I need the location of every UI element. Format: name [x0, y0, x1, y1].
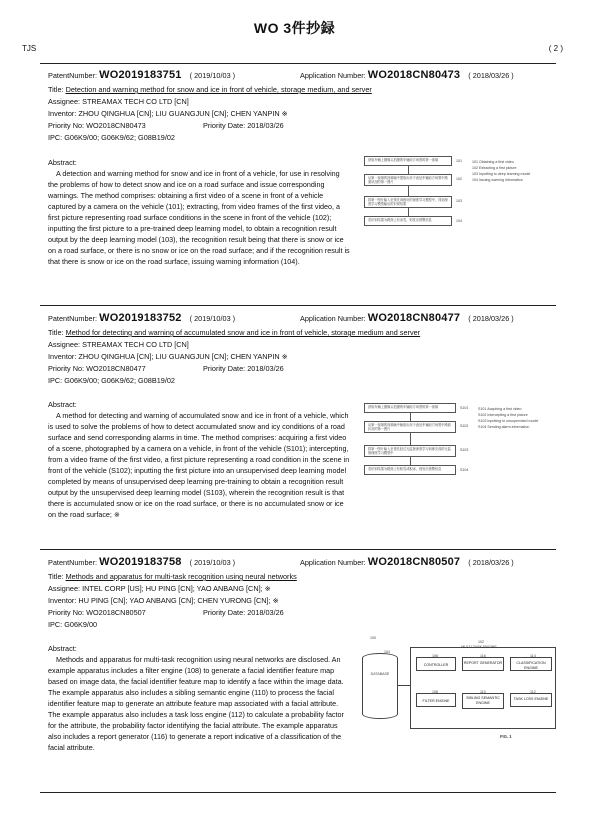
figure-note: 102 Extracting a first picture — [472, 166, 517, 170]
figure-note: S102 Intercepting a first picture — [478, 413, 528, 417]
title-label: Title: — [48, 572, 64, 581]
patent-date: ( 2019/10/03 ) — [189, 558, 236, 567]
priority-number: Priority No: WO2018CN80507 — [48, 608, 146, 617]
title-label: Title: — [48, 328, 64, 337]
divider — [40, 305, 556, 306]
assignee: Assignee: STREAMAX TECH CO LTD [CN] — [48, 97, 189, 106]
step-number: S101 — [460, 406, 469, 410]
patent-number-label: PatentNumber: — [48, 314, 98, 323]
flow-step: 获取车辆上摄像头拍摄的车辆前方场景的第一视频 — [364, 403, 456, 413]
step-number: S104 — [460, 468, 469, 472]
figure-note: S104 Sending alarm information — [478, 425, 530, 429]
patent-title: Detection and warning method for snow and ice in front of vehicle, storage medium, and server — [65, 85, 372, 94]
patent-title: Methods and apparatus for multi-task recognition using neural networks — [65, 572, 297, 581]
application-date: ( 2018/03/26 ) — [468, 71, 514, 80]
patent-entry — [48, 70, 558, 267]
patent-entry — [48, 557, 558, 753]
flow-step: 将第一图片输入至预先训练好的深度学习模型中，得到深度学习模型输出的识别结果 — [364, 196, 452, 208]
priority-number: Priority No: WO2018CN80477 — [48, 364, 146, 373]
system-number: 100 — [370, 636, 376, 640]
figure-note: 104 Issuing warning information — [472, 178, 523, 182]
patent-number: WO2019183751 — [99, 69, 182, 81]
abstract-text: Methods and apparatus for multi-task recognition using neural networks are disclosed. An example apparatus includes a filter engine (108) to generate a facial identifier feature map based on image data, the facial identifier feature map to identify a face within the image data. The example apparatus also includes a sibling semantic engine (110) to process the facial identifier feature map to generate an attribute feature map associated with a facial attribute. The example apparatus also includes a task loss engine (112) to calculate a probability factor for the attribute, the probability factor identifying the facial attribute. The example apparatus also includes a report generator (116) to generate a report indicative of a classification of the facial attribute. — [48, 655, 344, 752]
task-loss-engine-box: TASK LOSS ENGINE — [510, 693, 552, 707]
flow-arrow — [410, 457, 411, 465]
figure-note: S101 Acquiring a first video — [478, 407, 522, 411]
flow-arrow — [410, 433, 411, 445]
application-date: ( 2018/03/26 ) — [468, 558, 514, 567]
priority-number: Priority No: WO2018CN80473 — [48, 121, 146, 130]
flowchart-figure — [364, 154, 560, 264]
box-number: 114 — [530, 654, 536, 658]
step-number: S103 — [460, 448, 469, 452]
divider — [40, 63, 556, 64]
flow-step: 从第一视频的视频帧中提取出用于表征车辆前方场景中路面状况的第一图片 — [364, 174, 452, 186]
abstract-label: Abstract: — [48, 158, 77, 167]
application-label: Application Number: — [300, 558, 366, 567]
step-number: 104 — [456, 219, 462, 223]
patent-entry — [48, 313, 558, 520]
abstract-label: Abstract: — [48, 400, 77, 409]
connector-line — [398, 685, 410, 686]
flow-step: 若识别结果为路面上有积雪或积冰，则发出预警信息 — [364, 465, 456, 475]
patent-number-label: PatentNumber: — [48, 71, 98, 80]
flow-step: 获取车辆上摄像头拍摄的车辆前方场景的第一视频 — [364, 156, 452, 166]
step-number: 101 — [456, 159, 462, 163]
flow-arrow — [408, 208, 409, 216]
step-number: 103 — [456, 199, 462, 203]
flow-step: 若识别结果为路面上有冰雪，则发出预警信息 — [364, 216, 452, 226]
inventor: Inventor: ZHOU QINGHUA [CN]; LIU GUANGJUN [CN]; CHEN YANPIN ※ — [48, 109, 288, 118]
priority-date: Priority Date: 2018/03/26 — [203, 121, 284, 130]
assignee: Assignee: INTEL CORP [US]; HU PING [CN]; YAO ANBANG [CN]; ※ — [48, 584, 271, 593]
database-cylinder — [362, 653, 398, 719]
step-number: 102 — [456, 177, 462, 181]
database-number: 104 — [384, 650, 390, 654]
application-number: WO2018CN80477 — [367, 312, 461, 324]
priority-date: Priority Date: 2018/03/26 — [203, 608, 284, 617]
flowchart-figure — [364, 401, 560, 511]
step-number: S102 — [460, 424, 469, 428]
box-number: 116 — [480, 654, 486, 658]
patent-date: ( 2019/10/03 ) — [189, 314, 236, 323]
inventor: Inventor: ZHOU QINGHUA [CN]; LIU GUANGJUN [CN]; CHEN YANPIN ※ — [48, 352, 288, 361]
patent-number-label: PatentNumber: — [48, 558, 98, 567]
sibling-semantic-engine-box: SIBLING SEMANTIC ENGINE — [462, 693, 504, 709]
block-diagram-figure — [360, 631, 560, 741]
application-label: Application Number: — [300, 314, 366, 323]
box-number: 112 — [530, 690, 536, 694]
application-label: Application Number: — [300, 71, 366, 80]
application-number: WO2018CN80507 — [367, 556, 461, 568]
patent-title: Method for detecting and warning of accumulated snow and ice in front of vehicle, storage medium and server — [65, 328, 421, 337]
ipc: IPC: G06K9/00; G06K9/62; G08B19/02 — [48, 133, 175, 142]
box-number: 106 — [432, 654, 438, 658]
flow-arrow — [408, 186, 409, 196]
flow-arrow — [410, 413, 411, 421]
application-number: WO2018CN80473 — [367, 69, 461, 81]
page-number: ( 2 ) — [548, 44, 563, 53]
header-company: TJS — [22, 44, 37, 53]
controller-box: CONTROLLER — [416, 657, 456, 671]
box-number: 108 — [432, 690, 438, 694]
title-label: Title: — [48, 85, 64, 94]
abstract-label: Abstract: — [48, 644, 77, 653]
assignee: Assignee: STREAMAX TECH CO LTD [CN] — [48, 340, 189, 349]
abstract-text: A detection and warning method for snow and ice in front of a vehicle, for use in resolving the problems of how to detect snow and ice on a road surface and issue corresponding warnings. The method comprises: obtaining a first video of a scene in front of a vehicle captured by a camera on the vehicle (101); extracting, from video frames of the first video, a first picture representing road surface conditions in the scene in front of the vehicle (102); inputting the first picture to a pre-trained deep learning model, to obtain a recognition result output by the deep learning model (103), the recognition result being that there is snow or ice on a road surface, or there is no snow or ice on the road surface; and if the recognition result is that there is snow or ice on the road surface, issuing warning information (104). — [48, 169, 350, 266]
engine-number: 102 — [478, 640, 484, 644]
abstract-text: A method for detecting and warning of accumulated snow and ice in front of a vehicle, which is used to solve the problems of how to detect accumulated snow and icy conditions of a road surface and send corresponding alarms in time. The method comprises: acquiring a first video of a scene, photographed by a camera on a vehicle, in front of the vehicle (S101); intercepting, from a video frame of the first video, a first picture representing a road condition in the scene in front of the vehicle (S102); inputting the first picture into an unsupervised deep learning model completed by means of unsupervised deep learning pre-training to obtain a recognition result output by the unsupervised deep learning model (S103), wherein the recognition result is that there is accumulated snow or ice on the road surface, or there is no accumulated snow or ice on the road surface; ※ — [48, 411, 350, 519]
database-label: DATABASE — [370, 672, 390, 676]
inventor: Inventor: HU PING [CN]; YAO ANBANG [CN]; CHEN YURONG [CN]; ※ — [48, 596, 279, 605]
figure-note: 103 Inputting to deep learning model — [472, 172, 531, 176]
patent-number: WO2019183758 — [99, 556, 182, 568]
figure-note: S103 Inputting to unsupervised model — [478, 419, 539, 423]
priority-date: Priority Date: 2018/03/26 — [203, 364, 284, 373]
figure-note: 101 Obtaining a first video — [472, 160, 514, 164]
divider — [40, 792, 556, 793]
ipc: IPC: G06K9/00 — [48, 620, 98, 629]
figure-caption: FIG. 1 — [500, 734, 512, 739]
patent-date: ( 2019/10/03 ) — [189, 71, 236, 80]
ipc: IPC: G06K9/00; G06K9/62; G08B19/02 — [48, 376, 175, 385]
patent-number: WO2019183752 — [99, 312, 182, 324]
flow-step: 将第一图片输入至预先经过无监督深度学习训练完成的无监督深度学习模型中 — [364, 445, 456, 457]
flow-step: 从第一视频的视频帧中截取出用于表征车辆前方场景中路面状况的第一图片 — [364, 421, 456, 433]
box-number: 110 — [480, 690, 486, 694]
classification-engine-box: CLASSIFICATION ENGINE — [510, 657, 552, 671]
filter-engine-box: FILTER ENGINE — [416, 693, 456, 707]
page-title: WO 3件抄録 — [253, 20, 336, 36]
application-date: ( 2018/03/26 ) — [468, 314, 514, 323]
engine-title: MULTI-TASK ENGINE — [461, 645, 497, 649]
flow-arrow — [408, 166, 409, 174]
divider — [40, 549, 556, 550]
report-generator-box: REPORT GENERATOR — [462, 657, 504, 671]
